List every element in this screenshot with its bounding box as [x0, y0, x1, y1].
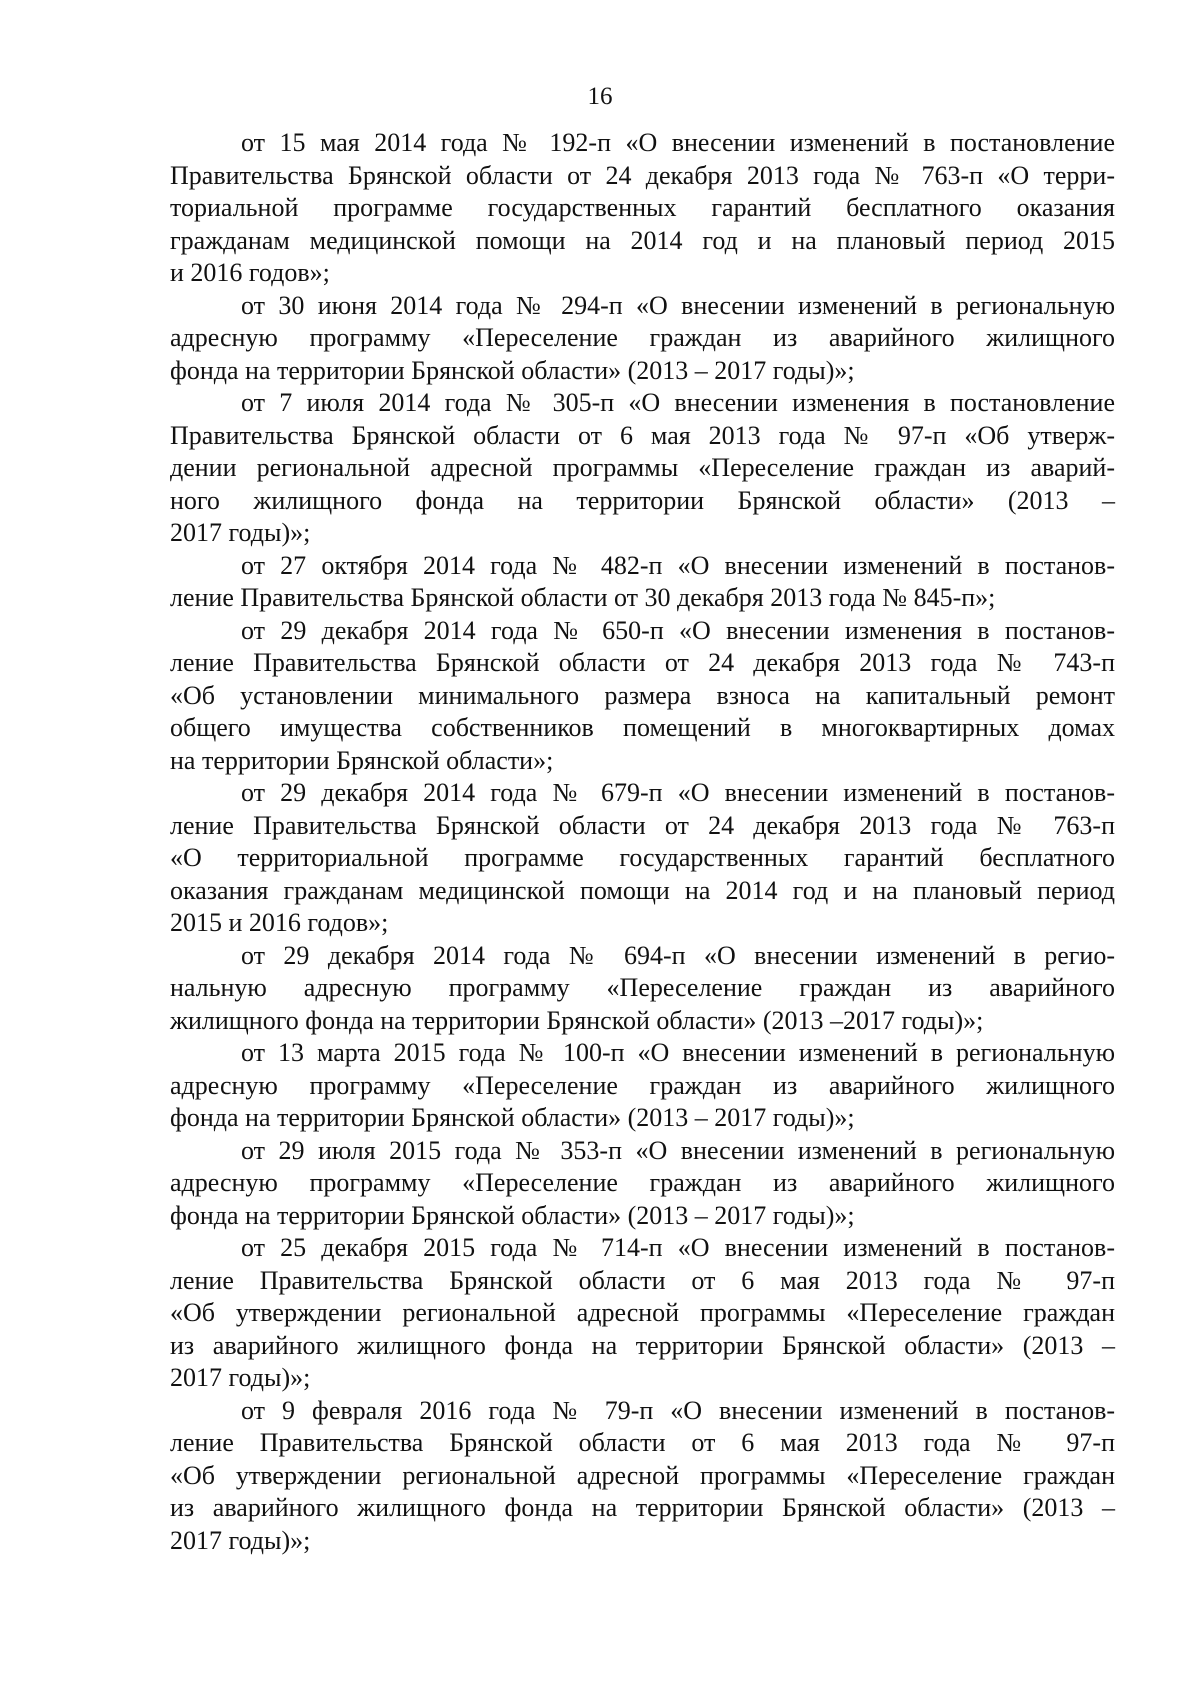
text-line: от 30 июня 2014 года № 294-п «О внесении изменений в региональную	[241, 290, 1115, 320]
text-line: ление Правительства Брянской области от 30 декабря 2013 года № 845-п»;	[170, 583, 996, 612]
text-line: жилищного фонда на территории Брянской области» (2013 –2017 годы)»;	[170, 1005, 984, 1035]
text-line: из аварийного жилищного фонда на территории Брянской области» (2013 –	[170, 1493, 1115, 1522]
text-line: 2015 и 2016 годов»;	[170, 908, 389, 937]
text-line: ториальной программе государственных гарантий бесплатного оказания	[170, 193, 1115, 222]
text-line: ного жилищного фонда на территории Брянской области» (2013 –	[170, 485, 1115, 515]
text-line: Правительства Брянской области от 24 декабря 2013 года № 763-п «О терри-	[170, 160, 1115, 190]
list-item	[170, 290, 1115, 388]
text-line: от 7 июля 2014 года № 305-п «О внесении изменения в постановление	[241, 388, 1115, 417]
list-item	[170, 615, 1115, 778]
text-line: от 29 декабря 2014 года № 694-п «О внесении изменений в регио-	[241, 940, 1115, 970]
text-line: адресную программу «Переселение граждан из аварийного жилищного	[170, 1070, 1115, 1100]
text-line: от 15 мая 2014 года № 192-п «О внесении изменений в постановление	[241, 128, 1115, 157]
text-line: от 29 июля 2015 года № 353-п «О внесении изменений в региональную	[241, 1135, 1115, 1165]
text-line: ление Правительства Брянской области от 24 декабря 2013 года № 763-п	[170, 810, 1115, 840]
text-line: гражданам медицинской помощи на 2014 год и на плановый период 2015	[170, 225, 1115, 255]
text-line: «Об утверждении региональной адресной программы «Переселение граждан	[170, 1460, 1115, 1490]
text-line: общего имущества собственников помещений в многоквартирных домах	[170, 713, 1115, 742]
list-item	[170, 387, 1115, 550]
text-line: «Об утверждении региональной адресной программы «Переселение граждан	[170, 1298, 1115, 1327]
text-line: от 29 декабря 2014 года № 679-п «О внесении изменений в постанов-	[241, 778, 1115, 807]
text-line: от 27 октября 2014 года № 482-п «О внесении изменений в постанов-	[241, 550, 1115, 580]
text-line: ление Правительства Брянской области от 6 мая 2013 года № 97-п	[170, 1265, 1115, 1295]
text-line: «О территориальной программе государственных гарантий бесплатного	[170, 843, 1115, 872]
text-line: оказания гражданам медицинской помощи на 2014 год и на плановый период	[170, 875, 1115, 905]
text-line: адресную программу «Переселение граждан из аварийного жилищного	[170, 323, 1115, 352]
text-line: 2017 годы)»;	[170, 1363, 311, 1392]
text-line: ление Правительства Брянской области от 6 мая 2013 года № 97-п	[170, 1428, 1115, 1457]
text-line: от 9 февраля 2016 года № 79-п «О внесении изменений в постанов-	[241, 1395, 1115, 1425]
text-line: 2017 годы)»;	[170, 1525, 311, 1555]
list-item	[170, 777, 1115, 940]
text-line: и 2016 годов»;	[170, 258, 330, 287]
list-item	[170, 1232, 1115, 1395]
text-line: из аварийного жилищного фонда на территории Брянской области» (2013 –	[170, 1330, 1115, 1360]
page-number: 16	[587, 83, 613, 110]
list-item	[170, 1135, 1115, 1233]
list-item	[170, 127, 1115, 290]
text-line: фонда на территории Брянской области» (2013 – 2017 годы)»;	[170, 355, 855, 385]
list-item	[170, 550, 1115, 615]
text-line: фонда на территории Брянской области» (2013 – 2017 годы)»;	[170, 1200, 855, 1230]
list-item	[170, 940, 1115, 1038]
text-line: от 25 декабря 2015 года № 714-п «О внесении изменений в постанов-	[241, 1233, 1115, 1262]
text-line: фонда на территории Брянской области» (2013 – 2017 годы)»;	[170, 1103, 855, 1132]
text-line: от 13 марта 2015 года № 100-п «О внесении изменений в региональную	[241, 1038, 1115, 1067]
text-line: 2017 годы)»;	[170, 518, 311, 547]
text-line: адресную программу «Переселение граждан из аварийного жилищного	[170, 1168, 1115, 1197]
text-line: от 29 декабря 2014 года № 650-п «О внесении изменения в постанов-	[241, 615, 1115, 645]
text-line: нальную адресную программу «Переселение граждан из аварийного	[170, 973, 1115, 1002]
list-item	[170, 1037, 1115, 1135]
text-line: на территории Брянской области»;	[170, 745, 554, 775]
text-line: дении региональной адресной программы «Переселение граждан из аварий-	[170, 453, 1115, 482]
text-line: «Об установлении минимального размера взноса на капитальный ремонт	[170, 680, 1115, 710]
list-item	[170, 1395, 1115, 1558]
text-line: Правительства Брянской области от 6 мая 2013 года № 97-п «Об утверж-	[170, 420, 1115, 450]
document-body	[170, 127, 1115, 1557]
text-line: ление Правительства Брянской области от 24 декабря 2013 года № 743-п	[170, 648, 1115, 677]
